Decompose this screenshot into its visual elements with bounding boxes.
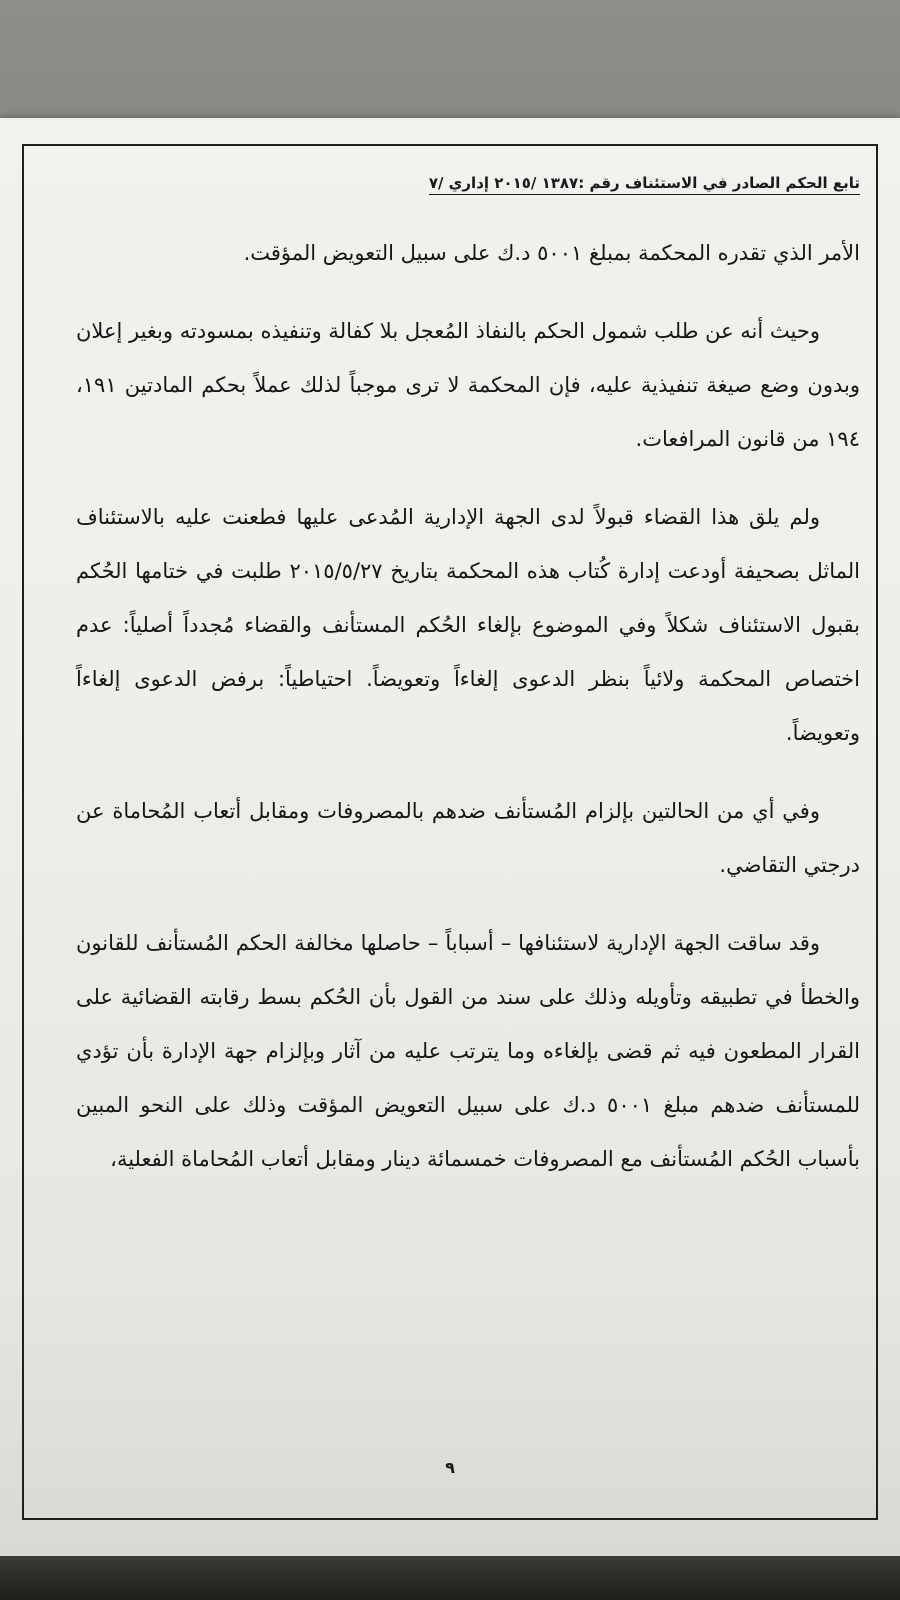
paragraph: الأمر الذي تقدره المحكمة بمبلغ ٥٠٠١ د.ك على سبيل التعويض المؤقت.	[243, 241, 860, 265]
paragraph: ولم يلق هذا القضاء قبولاً لدى الجهة الإدارية المُدعى عليها فطعنت عليه بالاستئناف الماثل بصحيفة أودعت إدارة كُتاب هذه المحكمة بتاريخ ٢٠١٥/٥/٢٧ طلبت في ختامها الحُكم بقبول الاستئناف شكلاً وفي الموضوع بإلغاء الحُكم المستأنف والقضاء مُجدداً أصلياً: عدم اختصاص المحكمة ولائياً بنظر الدعوى إلغاءاً وتعويضاً. احتياطياً: برفض الدعوى إلغاءاً وتعويضاً.	[76, 505, 860, 745]
document-body	[76, 226, 860, 1210]
paragraph: وفي أي من الحالتين بإلزام المُستأنف ضدهم بالمصروفات ومقابل أتعاب المُحاماة عن درجتي التقاضي.	[76, 799, 860, 877]
paragraph: وحيث أنه عن طلب شمول الحكم بالنفاذ المُعجل بلا كفالة وتنفيذه بمسودته وبغير إعلان وبدون وضع صيغة تنفيذية عليه، فإن المحكمة لا ترى موجباً لذلك عملاً بحكم المادتين ١٩١، ١٩٤ من قانون المرافعات.	[76, 319, 860, 451]
page-number: ٩	[445, 1458, 455, 1477]
photo-background-top	[0, 0, 900, 130]
page-header: تابع الحكم الصادر في الاستئناف رقم :١٣٨٧ /٢٠١٥ إداري /٧	[429, 174, 860, 195]
paragraph: وقد ساقت الجهة الإدارية لاستئنافها – أسباباً – حاصلها مخالفة الحكم المُستأنف للقانون والخطأ في تطبيقه وتأويله وذلك على سند من القول بأن الحُكم بسط رقابته القضائية على القرار المطعون فيه ثم قضى بإلغاءه وما يترتب عليه من آثار وبإلزام جهة الإدارة بأن تؤدي للمستأنف ضدهم مبلغ ٥٠٠١ د.ك على سبيل التعويض المؤقت وذلك على النحو المبين بأسباب الحُكم المُستأنف مع المصروفات خمسمائة دينار ومقابل أتعاب المُحاماة الفعلية،	[76, 931, 860, 1171]
photo-background-bottom	[0, 1556, 900, 1600]
document-page	[0, 118, 900, 1558]
